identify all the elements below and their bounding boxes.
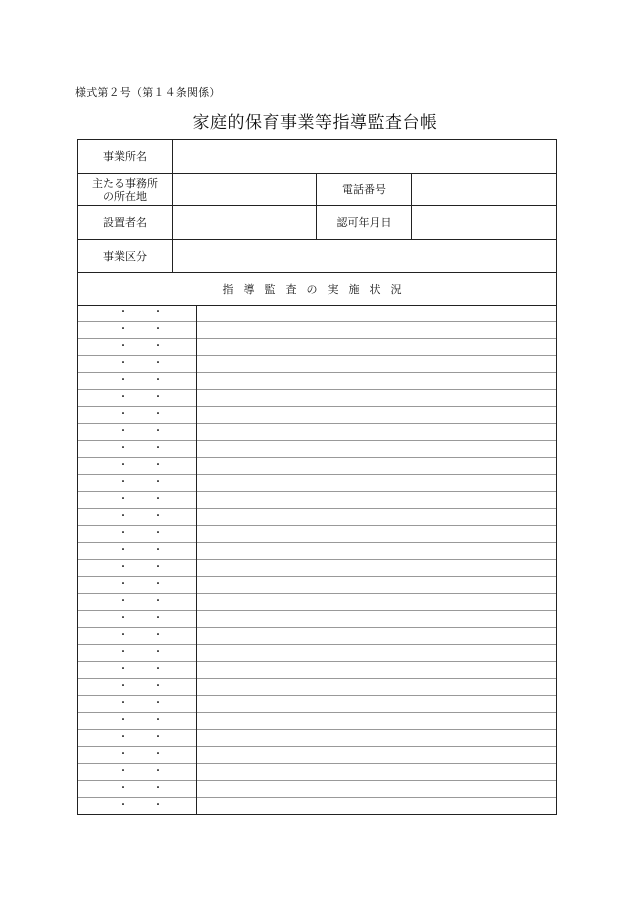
date-separator-mark: ・ [153,324,163,335]
log-date-cell[interactable] [78,560,197,577]
date-separator-mark: ・ [153,579,163,590]
log-note-cell[interactable] [197,492,557,509]
log-row [78,339,557,356]
approval-date-field[interactable] [412,206,557,240]
section-heading: 指導監査の実施状況 [78,273,557,306]
date-separator-mark: ・ [118,341,128,352]
date-separator-mark: ・ [153,528,163,539]
business-category-label: 事業区分 [78,240,173,273]
date-separator-mark: ・ [118,528,128,539]
business-name-field[interactable] [173,140,557,174]
log-note-cell[interactable] [197,679,557,696]
log-row [78,543,557,560]
log-row [78,611,557,628]
date-separator-mark: ・ [153,613,163,624]
date-separator-mark: ・ [153,698,163,709]
date-separator-mark: ・ [118,630,128,641]
log-note-cell[interactable] [197,611,557,628]
date-separator-mark: ・ [153,426,163,437]
log-row [78,305,557,322]
date-separator-mark: ・ [153,307,163,318]
log-row [78,475,557,492]
log-row [78,390,557,407]
date-separator-mark: ・ [118,426,128,437]
date-separator-mark: ・ [153,783,163,794]
log-date-cell[interactable] [78,696,197,713]
date-separator-mark: ・ [153,715,163,726]
log-note-cell[interactable] [197,339,557,356]
log-note-cell[interactable] [197,458,557,475]
log-row [78,407,557,424]
log-date-cell[interactable] [78,611,197,628]
log-row [78,696,557,713]
log-note-cell[interactable] [197,662,557,679]
date-separator-mark: ・ [153,749,163,760]
date-separator-mark: ・ [153,409,163,420]
date-separator-mark: ・ [153,681,163,692]
log-note-cell[interactable] [197,696,557,713]
log-row [78,492,557,509]
log-note-cell[interactable] [197,305,557,322]
date-separator-mark: ・ [118,375,128,386]
log-date-cell[interactable] [78,305,197,322]
date-separator-mark: ・ [118,324,128,335]
log-note-cell[interactable] [197,543,557,560]
date-separator-mark: ・ [153,732,163,743]
date-separator-mark: ・ [118,562,128,573]
log-row [78,713,557,730]
log-note-cell[interactable] [197,645,557,662]
log-date-cell[interactable] [78,577,197,594]
log-date-cell[interactable] [78,679,197,696]
log-date-cell[interactable] [78,645,197,662]
date-separator-mark: ・ [118,647,128,658]
date-separator-mark: ・ [118,409,128,420]
date-separator-mark: ・ [153,477,163,488]
log-row [78,764,557,781]
date-separator-mark: ・ [118,766,128,777]
log-note-cell[interactable] [197,356,557,373]
date-separator-mark: ・ [153,341,163,352]
log-note-cell[interactable] [197,781,557,798]
date-separator-mark: ・ [118,783,128,794]
office-location-label-line2: の所在地 [103,189,147,203]
log-date-cell[interactable] [78,781,197,798]
date-separator-mark: ・ [118,698,128,709]
date-separator-mark: ・ [153,443,163,454]
date-separator-mark: ・ [153,460,163,471]
log-note-cell[interactable] [197,713,557,730]
date-separator-mark: ・ [118,579,128,590]
approval-date-label: 認可年月日 [317,206,412,240]
date-separator-mark: ・ [118,681,128,692]
log-note-cell[interactable] [197,577,557,594]
date-separator-mark: ・ [153,647,163,658]
log-note-cell[interactable] [197,322,557,339]
business-name-label: 事業所名 [78,140,173,174]
log-note-cell[interactable] [197,628,557,645]
log-row [78,509,557,526]
log-row [78,560,557,577]
date-separator-mark: ・ [118,460,128,471]
log-row [78,798,557,815]
log-row [78,322,557,339]
phone-field[interactable] [412,174,557,206]
log-note-cell[interactable] [197,764,557,781]
phone-label: 電話番号 [317,174,412,206]
log-date-cell[interactable] [78,543,197,560]
date-separator-mark: ・ [153,375,163,386]
log-date-cell[interactable] [78,662,197,679]
log-note-cell[interactable] [197,526,557,543]
log-note-cell[interactable] [197,407,557,424]
log-row [78,730,557,747]
log-row [78,679,557,696]
log-note-cell[interactable] [197,475,557,492]
date-separator-mark: ・ [153,392,163,403]
date-separator-mark: ・ [118,307,128,318]
date-separator-mark: ・ [118,715,128,726]
log-note-cell[interactable] [197,594,557,611]
log-date-cell[interactable] [78,730,197,747]
log-date-cell[interactable] [78,458,197,475]
date-separator-mark: ・ [153,800,163,811]
date-separator-mark: ・ [118,392,128,403]
log-note-cell[interactable] [197,373,557,390]
date-separator-mark: ・ [118,664,128,675]
log-date-cell[interactable] [78,475,197,492]
log-row [78,662,557,679]
log-row [78,458,557,475]
log-date-cell[interactable] [78,747,197,764]
date-separator-mark: ・ [118,358,128,369]
log-date-cell[interactable] [78,356,197,373]
form-number: 様式第２号（第１４条関係） [75,86,221,99]
date-separator-mark: ・ [153,494,163,505]
log-date-cell[interactable] [78,526,197,543]
date-separator-mark: ・ [153,511,163,522]
office-location-label [78,174,173,206]
date-separator-mark: ・ [153,630,163,641]
log-date-cell[interactable] [78,764,197,781]
log-row [78,577,557,594]
founder-field[interactable] [173,206,317,240]
date-separator-mark: ・ [118,749,128,760]
document-title: 家庭的保育事業等指導監査台帳 [192,113,438,133]
log-row [78,373,557,390]
log-note-cell[interactable] [197,390,557,407]
founder-label: 設置者名 [78,206,173,240]
log-note-cell[interactable] [197,441,557,458]
inspection-log-table [77,305,557,815]
log-date-cell[interactable] [78,713,197,730]
date-separator-mark: ・ [118,613,128,624]
date-separator-mark: ・ [118,443,128,454]
log-note-cell[interactable] [197,730,557,747]
log-date-cell[interactable] [78,509,197,526]
log-row [78,594,557,611]
date-separator-mark: ・ [118,732,128,743]
date-separator-mark: ・ [118,596,128,607]
log-note-cell[interactable] [197,798,557,815]
log-date-cell[interactable] [78,390,197,407]
date-separator-mark: ・ [153,766,163,777]
log-date-cell[interactable] [78,373,197,390]
log-date-cell[interactable] [78,492,197,509]
date-separator-mark: ・ [118,545,128,556]
log-row [78,526,557,543]
log-date-cell[interactable] [78,407,197,424]
log-date-cell[interactable] [78,628,197,645]
date-separator-mark: ・ [118,511,128,522]
log-row [78,747,557,764]
date-separator-mark: ・ [153,358,163,369]
log-row [78,424,557,441]
log-note-cell[interactable] [197,509,557,526]
log-date-cell[interactable] [78,322,197,339]
log-date-cell[interactable] [78,594,197,611]
business-category-field[interactable] [173,240,557,273]
log-date-cell[interactable] [78,441,197,458]
log-row [78,781,557,798]
log-note-cell[interactable] [197,747,557,764]
date-separator-mark: ・ [153,545,163,556]
date-separator-mark: ・ [118,477,128,488]
date-separator-mark: ・ [153,664,163,675]
log-date-cell[interactable] [78,798,197,815]
log-row [78,441,557,458]
office-location-field[interactable] [173,174,317,206]
log-note-cell[interactable] [197,560,557,577]
info-table [77,139,557,306]
date-separator-mark: ・ [118,800,128,811]
date-separator-mark: ・ [153,596,163,607]
date-separator-mark: ・ [118,494,128,505]
date-separator-mark: ・ [153,562,163,573]
log-note-cell[interactable] [197,424,557,441]
office-location-label-line1: 主たる事務所 [92,176,158,190]
log-date-cell[interactable] [78,339,197,356]
log-date-cell[interactable] [78,424,197,441]
log-row [78,645,557,662]
log-row [78,356,557,373]
log-row [78,628,557,645]
